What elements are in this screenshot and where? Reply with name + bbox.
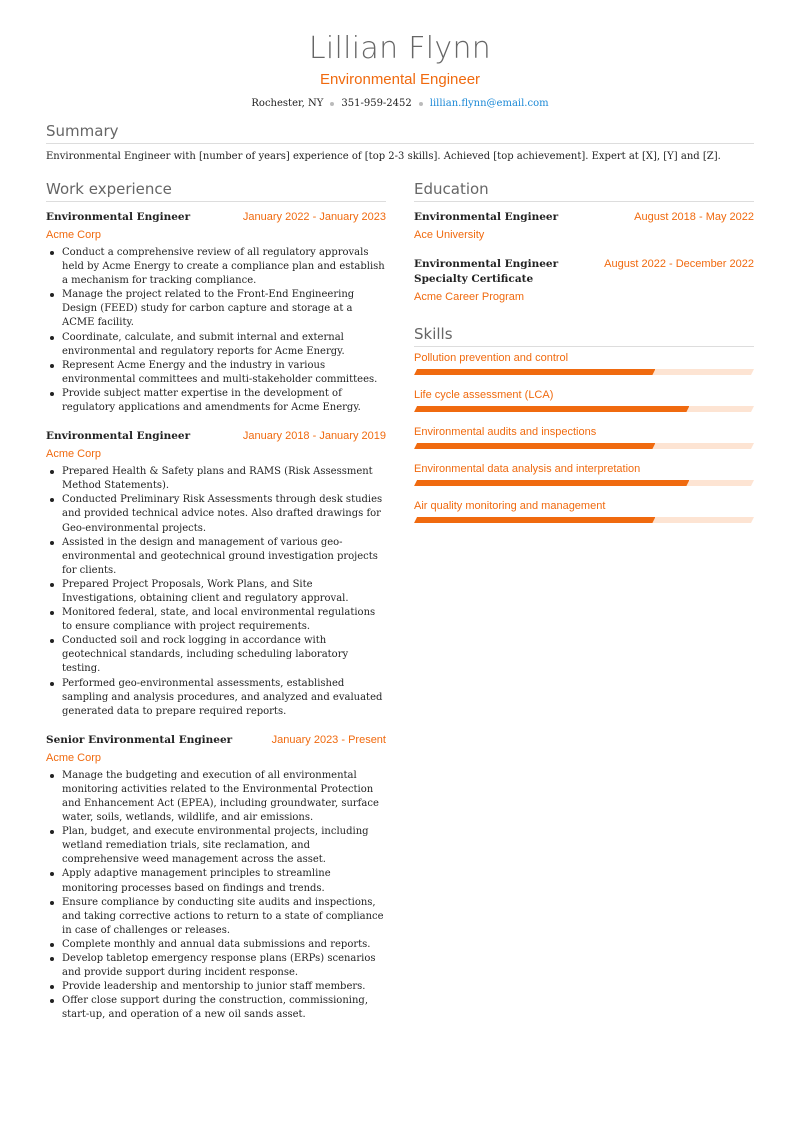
- job-bullet-list: [46, 769, 386, 1023]
- job-bullet: Performed geo-environmental assessments, established sampling and analysis procedures, and analyzed and evaluated generated data to prepare required reports.: [46, 677, 386, 719]
- skill-list: [414, 351, 754, 523]
- job-entry: [46, 429, 386, 719]
- skill-item: [414, 425, 754, 449]
- skill-level-bar: [414, 517, 754, 523]
- job-bullet: Manage the budgeting and execution of all environmental monitoring activities related to the Environmental Protection and Enhancement Act (EPEA), including groundwater, surface water, soils, wetlands, wildlife, and air emissions.: [46, 769, 386, 825]
- job-bullet: Conducted Preliminary Risk Assessments through desk studies and provided technical advice notes. Also drafted drawings for Geo-environmental projects.: [46, 493, 386, 535]
- job-dates: January 2018 - January 2019: [242, 430, 386, 443]
- job-company: Acme Corp: [46, 229, 102, 241]
- job-bullet: Offer close support during the construction, commissioning, start-up, and operation of a new oil sands asset.: [46, 994, 386, 1022]
- education-degree: Environmental Engineer: [414, 211, 559, 223]
- job-bullet: Conducted soil and rock logging in accordance with geotechnical standards, including scheduling laboratory testing.: [46, 634, 386, 676]
- education-section: [414, 180, 754, 305]
- skill-name: Air quality monitoring and management: [414, 500, 606, 512]
- contact-line: [0, 97, 800, 111]
- job-bullet: Coordinate, calculate, and submit internal and external environmental and regulatory reports for Acme Energy.: [46, 331, 386, 359]
- skill-name: Pollution prevention and control: [414, 352, 569, 364]
- job-title: Senior Environmental Engineer: [46, 733, 233, 746]
- job-bullet-list: [46, 246, 386, 415]
- education-entry: [414, 257, 754, 305]
- job-bullet: Represent Acme Energy and the industry in various environmental committees and multi-stakeholder committees.: [46, 359, 386, 387]
- job-company: Acme Corp: [46, 751, 102, 764]
- job-header: [46, 429, 386, 444]
- skill-item: [414, 462, 754, 486]
- education-dates: August 2018 - May 2022: [634, 211, 754, 223]
- job-bullet: Provide subject matter expertise in the development of regulatory applications and amendments for Acme Energy.: [46, 387, 386, 415]
- education-entry: [414, 210, 754, 243]
- job-bullet: Apply adaptive management principles to streamline monitoring processes based on findings and trends.: [46, 867, 386, 895]
- phone-text: 351-959-2452: [341, 98, 412, 109]
- job-bullet: Conduct a comprehensive review of all regulatory approvals held by Acme Energy to create a compliance plan and establish a mechanism for tracking compliance.: [46, 246, 386, 288]
- work-experience-section: [46, 180, 386, 1023]
- separator-dot-icon: [330, 102, 334, 106]
- job-bullet-list: [46, 465, 386, 719]
- job-bullet: Develop tabletop emergency response plans (ERPs) scenarios and provide support during incident response.: [46, 952, 386, 980]
- job-header: [46, 210, 386, 225]
- right-column: [414, 180, 754, 523]
- job-title: Environmental Engineer: [46, 430, 191, 443]
- education-degree: Environmental Engineer Specialty Certificate: [414, 258, 559, 285]
- education-heading: Education: [414, 180, 754, 202]
- skill-name: Environmental audits and inspections: [414, 426, 597, 438]
- job-dates: January 2023 - Present: [271, 733, 386, 746]
- skill-level-bar: [414, 369, 754, 375]
- skill-level-fill: [414, 443, 655, 449]
- skill-level-fill: [414, 369, 655, 375]
- skill-item: [414, 388, 754, 412]
- job-bullet: Prepared Project Proposals, Work Plans, and Site Investigations, obtaining client and regulatory approval.: [46, 578, 386, 606]
- skills-section: [414, 325, 754, 523]
- job-dates: January 2022 - January 2023: [242, 211, 386, 223]
- skill-name: Environmental data analysis and interpretation: [414, 463, 641, 475]
- job-company: Acme Corp: [46, 448, 102, 461]
- job-bullet: Provide leadership and mentorship to junior staff members.: [46, 980, 386, 994]
- separator-dot-icon: [419, 102, 423, 106]
- job-header: [46, 733, 386, 748]
- summary-text: Environmental Engineer with [number of years] experience of [top 2-3 skills]. Achieved [top achievement]. Expert at [X], [Y] and [Z].: [46, 151, 721, 162]
- location-text: Rochester, NY: [251, 98, 324, 109]
- job-title: Environmental Engineer: [46, 211, 191, 223]
- job-bullet: Plan, budget, and execute environmental projects, including wetland remediation trials, site reclamation, and comprehensive weed management across the asset.: [46, 825, 386, 867]
- skill-level-bar: [414, 443, 754, 449]
- skills-heading: Skills: [414, 325, 754, 347]
- job-bullet: Prepared Health & Safety plans and RAMS (Risk Assessment Method Statements).: [46, 465, 386, 493]
- work-experience-heading: Work experience: [46, 180, 386, 202]
- summary-heading: Summary: [46, 122, 754, 144]
- education-dates: August 2022 - December 2022: [604, 258, 754, 270]
- resume-header: [0, 0, 800, 111]
- education-header: [414, 257, 754, 287]
- education-school: Ace University: [414, 229, 485, 241]
- skill-level-fill: [414, 406, 689, 412]
- job-bullet: Ensure compliance by conducting site audits and inspections, and taking corrective actions to return to a state of compliance in case of challenges or releases.: [46, 896, 386, 938]
- skill-item: [414, 499, 754, 523]
- education-list: [414, 210, 754, 305]
- candidate-title: Environmental Engineer: [319, 71, 481, 88]
- job-entry: [46, 210, 386, 415]
- skill-level-bar: [414, 406, 754, 412]
- candidate-name: Lillian Flynn: [308, 31, 492, 66]
- job-bullet: Assisted in the design and management of various geo-environmental and geotechnical ground investigation projects for clients.: [46, 536, 386, 578]
- job-bullet: Complete monthly and annual data submissions and reports.: [46, 938, 386, 952]
- education-header: [414, 210, 754, 225]
- skill-level-fill: [414, 517, 655, 523]
- job-entry: [46, 733, 386, 1023]
- skill-level-bar: [414, 480, 754, 486]
- email-link[interactable]: lillian.flynn@email.com: [429, 98, 549, 109]
- job-list: [46, 210, 386, 1023]
- skill-name: Life cycle assessment (LCA): [414, 389, 554, 401]
- summary-section: [46, 122, 754, 164]
- job-bullet: Manage the project related to the Front-End Engineering Design (FEED) study for carbon capture and storage at a ACME facility.: [46, 288, 386, 330]
- education-school: Acme Career Program: [414, 291, 525, 303]
- skill-level-fill: [414, 480, 689, 486]
- job-bullet: Monitored federal, state, and local environmental regulations to ensure compliance with project requirements.: [46, 606, 386, 634]
- skill-item: [414, 351, 754, 375]
